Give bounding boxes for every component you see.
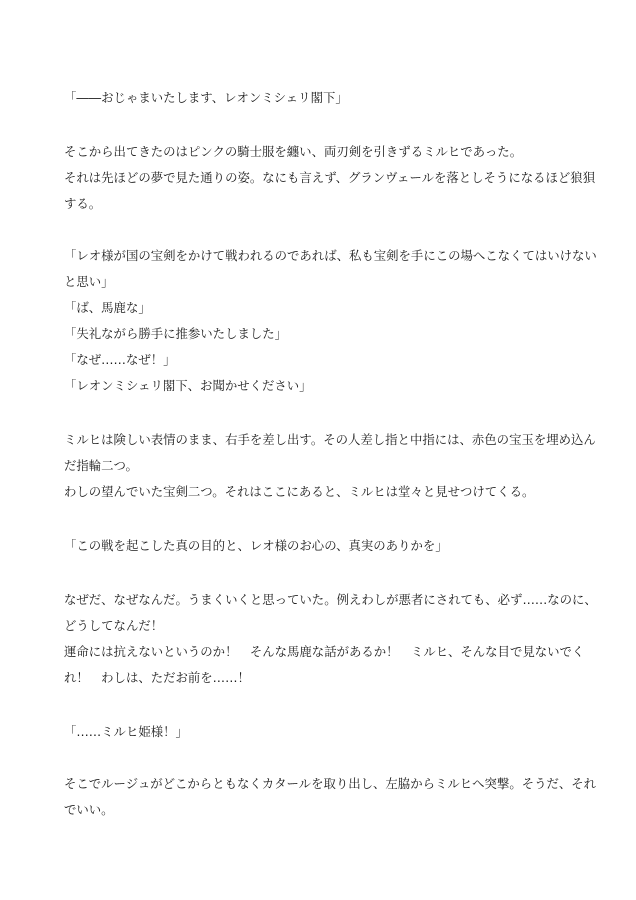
narration-line: だ指輪二つ。 bbox=[64, 458, 138, 473]
narration-line: 運命には抗えないというのか！ そんな馬鹿な話があるか！ ミルヒ、そんな目で見ないでく bbox=[64, 644, 585, 659]
dialogue-line: 「レオ様が国の宝剣をかけて戦われるのであれば、私も宝剣を手にこの場へこなくてはいけない bbox=[64, 248, 597, 263]
narration-line: れ！ わしは、ただお前を……！ bbox=[64, 670, 250, 685]
narration-line: それは先ほどの夢で見た通りの姿。なにも言えず、グランヴェールを落としそうになるほど狼狽 bbox=[64, 170, 596, 185]
dialogue-line: 「失礼ながら勝手に推参いたしました」 bbox=[64, 326, 288, 341]
dialogue-line: 「レオンミシェリ閣下、お聞かせください」 bbox=[64, 378, 312, 393]
narration-line: そこから出てきたのはピンクの騎士服を纏い、両刃剣を引きずるミルヒであった。 bbox=[64, 144, 523, 159]
dialogue-line: 「この戦を起こした真の目的と、レオ様のお心の、真実のありかを」 bbox=[64, 538, 448, 553]
dialogue-line: と思い」 bbox=[64, 274, 114, 289]
narration-line: する。 bbox=[64, 196, 102, 211]
narration-line: ミルヒは険しい表情のまま、右手を差し出す。その人差し指と中指には、赤色の宝玉を埋め込ん bbox=[64, 432, 596, 447]
narration-line: でいい。 bbox=[64, 802, 114, 817]
dialogue-line: 「なぜ……なぜ！」 bbox=[64, 352, 176, 367]
narration-line: なぜだ、なぜなんだ。うまくいくと思っていた。例えわしが悪者にされても、必ず……なのに、 bbox=[64, 592, 597, 607]
narration-line: そこでルージュがどこからともなくカタールを取り出し、左脇からミルヒへ突撃。そうだ、それ bbox=[64, 776, 597, 791]
narration-line: どうしてなんだ！ bbox=[64, 618, 164, 633]
dialogue-line: 「――おじゃまいたします、レオンミシェリ閣下」 bbox=[64, 90, 348, 105]
dialogue-line: 「ば、馬鹿な」 bbox=[64, 300, 151, 315]
dialogue-line: 「……ミルヒ姫様！」 bbox=[64, 724, 188, 739]
narration-line: わしの望んでいた宝剣二つ。それはここにあると、ミルヒは堂々と見せつけてくる。 bbox=[64, 484, 535, 499]
